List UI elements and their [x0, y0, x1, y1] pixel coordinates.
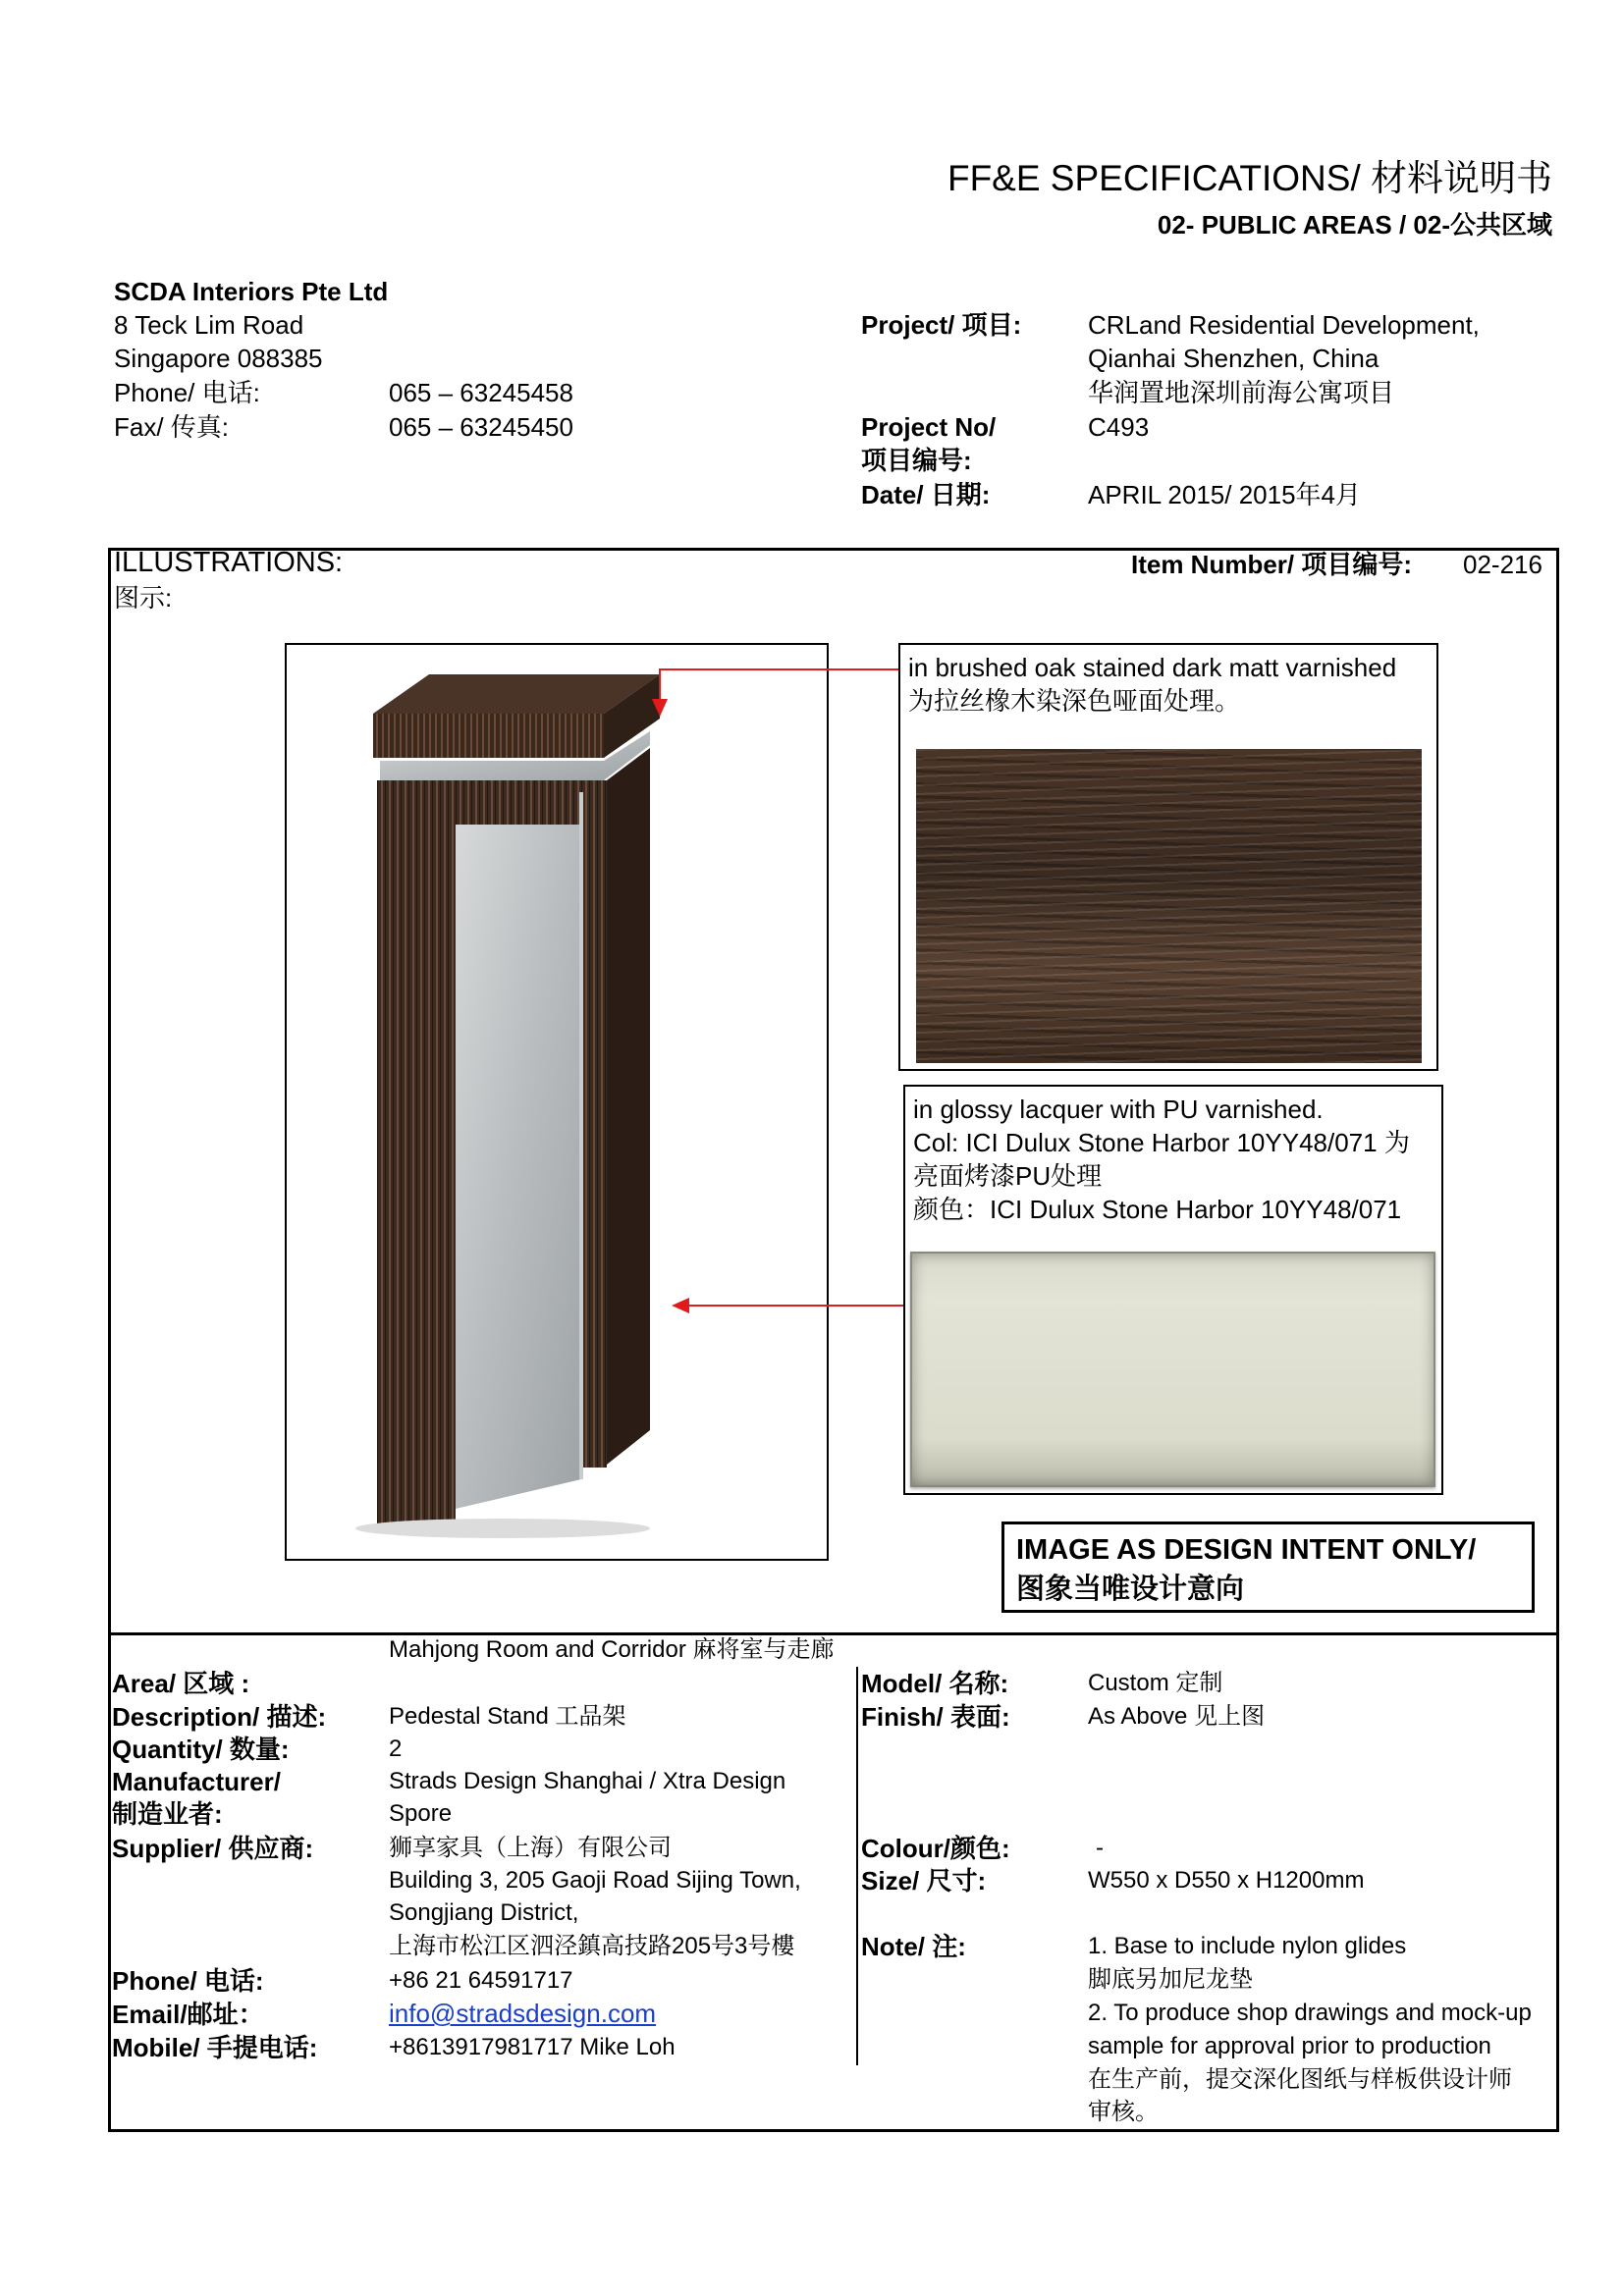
finish-note-2-line-3: 亮面烤漆PU处理	[913, 1161, 1103, 1191]
pedestal-stand-image	[287, 645, 827, 1559]
note-line-4: sample for approval prior to production	[1088, 2033, 1491, 2059]
note-line-3: 2. To produce shop drawings and mock-up	[1088, 2000, 1532, 2026]
project-no-label: Project No/	[861, 412, 997, 442]
supplier-value-4: 上海市松江区泗泾鎮高技路205号3号樓	[389, 1933, 795, 1959]
illustrations-heading: ILLUSTRATIONS:	[114, 547, 344, 578]
oak-wood-swatch	[916, 749, 1422, 1063]
supplier-value-2: Building 3, 205 Gaoji Road Sijing Town,	[389, 1867, 801, 1894]
date-value: APRIL 2015/ 2015年4月	[1088, 480, 1361, 509]
company-fax: 065 – 63245450	[389, 412, 573, 442]
finish-note-1-line-1: in brushed oak stained dark matt varnished	[908, 653, 1397, 682]
description-value: Pedestal Stand 工品架	[389, 1703, 626, 1730]
finish-note-1-text	[908, 651, 1396, 718]
company-phone-label: Phone/ 电话:	[114, 378, 260, 407]
column-divider	[856, 1667, 858, 2065]
manufacturer-value-1: Strads Design Shanghai / Xtra Design	[389, 1768, 786, 1794]
company-address-2: Singapore 088385	[114, 344, 323, 373]
design-intent-box	[1001, 1522, 1535, 1613]
supplier-value-1: 狮享家具（上海）有限公司	[389, 1835, 672, 1861]
email-label: Email/邮址：	[112, 2000, 264, 2029]
mobile-value: +8613917981717 Mike Loh	[389, 2034, 676, 2060]
company-phone: 065 – 63245458	[389, 378, 573, 407]
project-label: Project/ 项目:	[861, 310, 1022, 340]
note-line-2: 脚底另加尼龙垫	[1088, 1966, 1253, 1993]
finish-value: As Above 见上图	[1088, 1703, 1266, 1730]
quantity-label: Quantity/ 数量:	[112, 1735, 290, 1764]
supplier-phone-label: Phone/ 电话:	[112, 1966, 264, 1996]
size-value: W550 x D550 x H1200mm	[1088, 1867, 1365, 1894]
note-line-5: 在生产前，提交深化图纸与样板供设计师	[1088, 2066, 1512, 2093]
project-name-2: Qianhai Shenzhen, China	[1088, 344, 1380, 373]
illustrations-heading-cn: 图示:	[114, 583, 173, 613]
design-intent-line-1: IMAGE AS DESIGN INTENT ONLY/	[1016, 1534, 1477, 1566]
company-fax-label: Fax/ 传真:	[114, 412, 230, 442]
finish-note-2-line-1: in glossy lacquer with PU varnished.	[913, 1095, 1324, 1124]
finish-note-1-line-2: 为拉丝橡木染深色哑面处理。	[908, 686, 1241, 716]
manufacturer-label: Manufacturer/	[112, 1767, 281, 1796]
design-intent-line-2: 图象当唯设计意向	[1016, 1574, 1245, 1605]
design-intent-text	[1016, 1530, 1476, 1609]
project-no-label-cn: 项目编号:	[861, 446, 972, 475]
colour-label: Colour/颜色:	[861, 1834, 1010, 1863]
manufacturer-label-cn: 制造业者:	[112, 1799, 223, 1829]
document-subtitle: 02- PUBLIC AREAS / 02-公共区域	[1157, 210, 1552, 240]
supplier-phone: +86 21 64591717	[389, 1967, 573, 1994]
manufacturer-value-2: Spore	[389, 1800, 453, 1827]
area-value: Mahjong Room and Corridor 麻将室与走廊	[389, 1636, 835, 1663]
quantity-value: 2	[389, 1735, 403, 1762]
colour-value: -	[1096, 1835, 1104, 1861]
lacquer-color-swatch	[910, 1252, 1435, 1487]
mobile-label: Mobile/ 手提电话:	[112, 2033, 318, 2062]
item-number-label: Item Number/ 项目编号:	[1131, 550, 1413, 579]
description-label: Description/ 描述:	[112, 1702, 327, 1732]
note-line-6: 审核。	[1088, 2099, 1159, 2125]
document-title: FF&E SPECIFICATIONS/ 材料说明书	[947, 158, 1552, 198]
company-name: SCDA Interiors Pte Ltd	[114, 277, 389, 306]
finish-note-2-line-4: 颜色：ICI Dulux Stone Harbor 10YY48/071	[913, 1195, 1402, 1224]
project-name-1: CRLand Residential Development,	[1088, 310, 1480, 340]
company-address-1: 8 Teck Lim Road	[114, 310, 304, 340]
model-value: Custom 定制	[1088, 1670, 1223, 1696]
supplier-label: Supplier/ 供应商:	[112, 1834, 314, 1863]
date-label: Date/ 日期:	[861, 480, 991, 509]
note-line-1: 1. Base to include nylon glides	[1088, 1933, 1407, 1959]
project-name-3: 华润置地深圳前海公寓项目	[1088, 378, 1395, 407]
project-no: C493	[1088, 412, 1150, 442]
item-number: 02-216	[1463, 550, 1542, 579]
size-label: Size/ 尺寸:	[861, 1866, 987, 1896]
email-link[interactable]: info@stradsdesign.com	[389, 1999, 657, 2028]
finish-label: Finish/ 表面:	[861, 1702, 1010, 1732]
finish-note-2-line-2: Col: ICI Dulux Stone Harbor 10YY48/071 为	[913, 1128, 1410, 1157]
finish-note-2-text	[913, 1093, 1410, 1226]
model-label: Model/ 名称:	[861, 1669, 1009, 1698]
supplier-value-3: Songjiang District,	[389, 1899, 579, 1926]
area-label: Area/ 区域 :	[112, 1669, 250, 1698]
note-label: Note/ 注:	[861, 1932, 966, 1961]
